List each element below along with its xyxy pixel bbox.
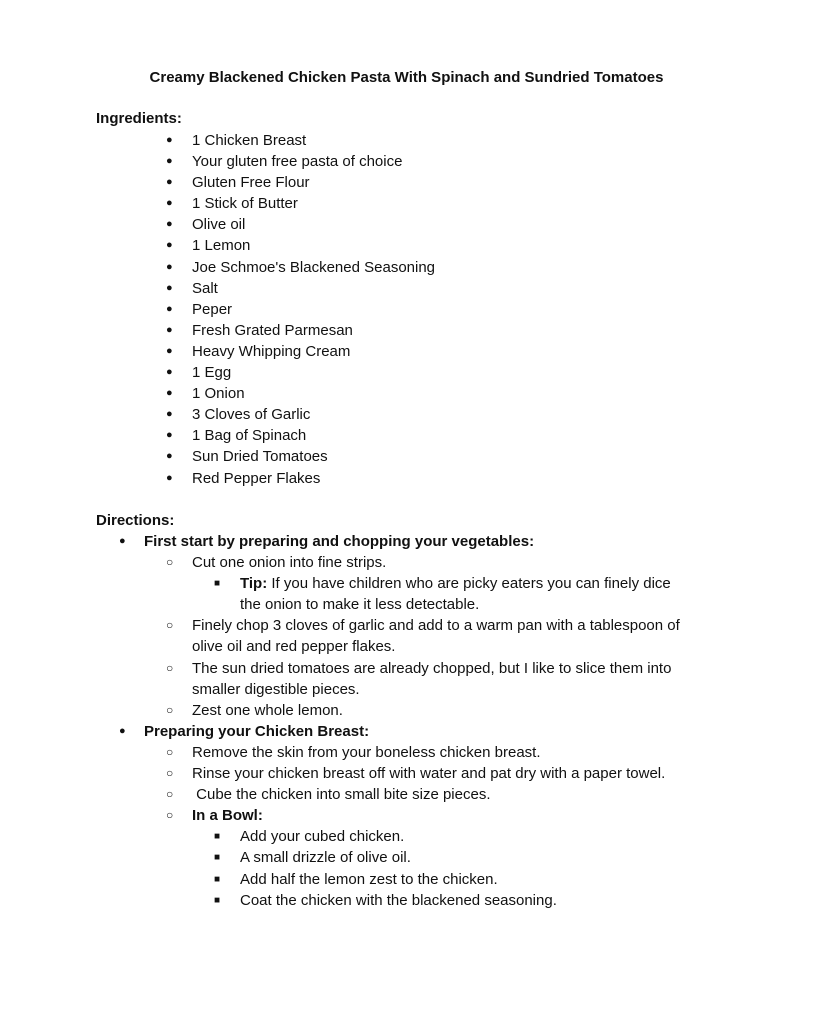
list-item: ● Olive oil	[166, 216, 246, 234]
list-item: ○ Finely chop 3 cloves of garlic and add to a warm pan with a tablespoon of	[166, 617, 680, 635]
bullet-disc-icon: ●	[166, 155, 173, 168]
bullet-disc-icon: ●	[166, 366, 173, 379]
bullet-disc-icon: ●	[166, 450, 173, 463]
bullet-circle-icon: ○	[166, 555, 174, 570]
ingredients-heading: Ingredients:	[96, 110, 182, 127]
list-item: ○ Rinse your chicken breast off with water and pat dry with a paper towel.	[166, 765, 666, 783]
list-item: ● Heavy Whipping Cream	[166, 342, 351, 360]
bullet-square-icon: ■	[214, 831, 221, 843]
bullet-disc-icon: ●	[119, 535, 126, 547]
ingredients-list	[0, 130, 435, 489]
bullet-square-icon: ■	[214, 894, 221, 906]
bullet-square-icon: ■	[214, 852, 221, 864]
bullet-circle-icon: ○	[166, 744, 174, 759]
bullet-square-icon: ■	[214, 873, 221, 885]
bullet-circle-icon: ○	[166, 808, 174, 823]
bullet-disc-icon: ●	[119, 724, 126, 737]
list-item: ■ Add half the lemon zest to the chicken.	[214, 870, 498, 888]
list-item: ● 3 Cloves of Garlic	[166, 406, 311, 424]
bullet-circle-icon: ○	[166, 660, 174, 675]
bullet-circle-icon: ○	[166, 766, 174, 781]
list-item: ○ Zest one whole lemon.	[166, 701, 343, 719]
list-item: ■ Add your cubed chicken.	[214, 828, 405, 846]
list-item: ● Peper	[166, 300, 233, 318]
list-item: ● 1 Onion	[166, 385, 245, 403]
bullet-disc-icon: ●	[166, 134, 173, 146]
bullet-disc-icon: ●	[166, 239, 173, 252]
list-item: ○ Cut one onion into fine strips.	[166, 554, 387, 572]
bullet-circle-icon: ○	[166, 618, 174, 633]
directions-list	[0, 531, 813, 911]
list-item: ● Your gluten free pasta of choice	[166, 153, 403, 171]
list-item	[0, 805, 813, 826]
bullet-disc-icon: ●	[166, 197, 173, 210]
bullet-square-icon: ■	[214, 578, 221, 590]
bowl-label: In a Bowl:	[192, 807, 263, 825]
bullet-disc-icon: ●	[166, 281, 173, 294]
list-item-continuation: olive oil and red pepper flakes.	[192, 638, 396, 656]
tip-item: ■ Tip: If you have children who are picky eaters you can finely dice	[214, 575, 671, 593]
list-item: ● Fresh Grated Parmesan	[166, 321, 353, 339]
bullet-disc-icon: ●	[166, 387, 173, 400]
section-title: ● Preparing your Chicken Breast:	[119, 722, 370, 740]
recipe-title: Creamy Blackened Chicken Pasta With Spinach and Sundried Tomatoes	[149, 69, 664, 86]
directions-heading: Directions:	[96, 512, 175, 529]
list-item: ■ A small drizzle of olive oil.	[214, 849, 411, 867]
tip-continuation: the onion to make it less detectable.	[240, 596, 480, 614]
list-item: ● 1 Bag of Spinach	[166, 427, 307, 445]
list-item: ● Salt	[166, 279, 218, 297]
bullet-disc-icon: ●	[166, 429, 173, 442]
bullet-disc-icon: ●	[166, 408, 173, 421]
bullet-disc-icon: ●	[166, 302, 173, 315]
bullet-disc-icon: ●	[166, 260, 173, 273]
list-item: ○ Remove the skin from your boneless chicken breast.	[166, 743, 541, 761]
bullet-disc-icon: ●	[166, 344, 173, 357]
tip-label: Tip:	[240, 575, 268, 593]
list-item: ● Gluten Free Flour	[166, 174, 310, 192]
bullet-disc-icon: ●	[166, 471, 173, 484]
list-item-continuation: smaller digestible pieces.	[192, 680, 360, 698]
list-item: ● Joe Schmoe's Blackened Seasoning	[166, 258, 436, 276]
list-item: ● 1 Chicken Breast	[166, 132, 307, 149]
list-item: ● 1 Stick of Butter	[166, 195, 298, 213]
list-item: ■ Coat the chicken with the blackened seasoning.	[214, 891, 557, 909]
bullet-disc-icon: ●	[166, 323, 173, 336]
list-item: ● Red Pepper Flakes	[166, 469, 321, 487]
bullet-disc-icon: ●	[166, 176, 173, 189]
list-item: ● Sun Dried Tomatoes	[166, 448, 328, 466]
bullet-disc-icon: ●	[166, 218, 173, 231]
list-item: ○ Cube the chicken into small bite size pieces.	[166, 786, 491, 804]
bullet-circle-icon: ○	[166, 787, 174, 802]
list-item: ○ The sun dried tomatoes are already chopped, but I like to slice them into	[166, 659, 672, 677]
list-item: ● 1 Egg	[166, 364, 232, 382]
bullet-circle-icon: ○	[166, 702, 174, 717]
section-title: ● First start by preparing and chopping your vegetables:	[119, 533, 535, 550]
list-item: ● 1 Lemon	[166, 237, 251, 255]
